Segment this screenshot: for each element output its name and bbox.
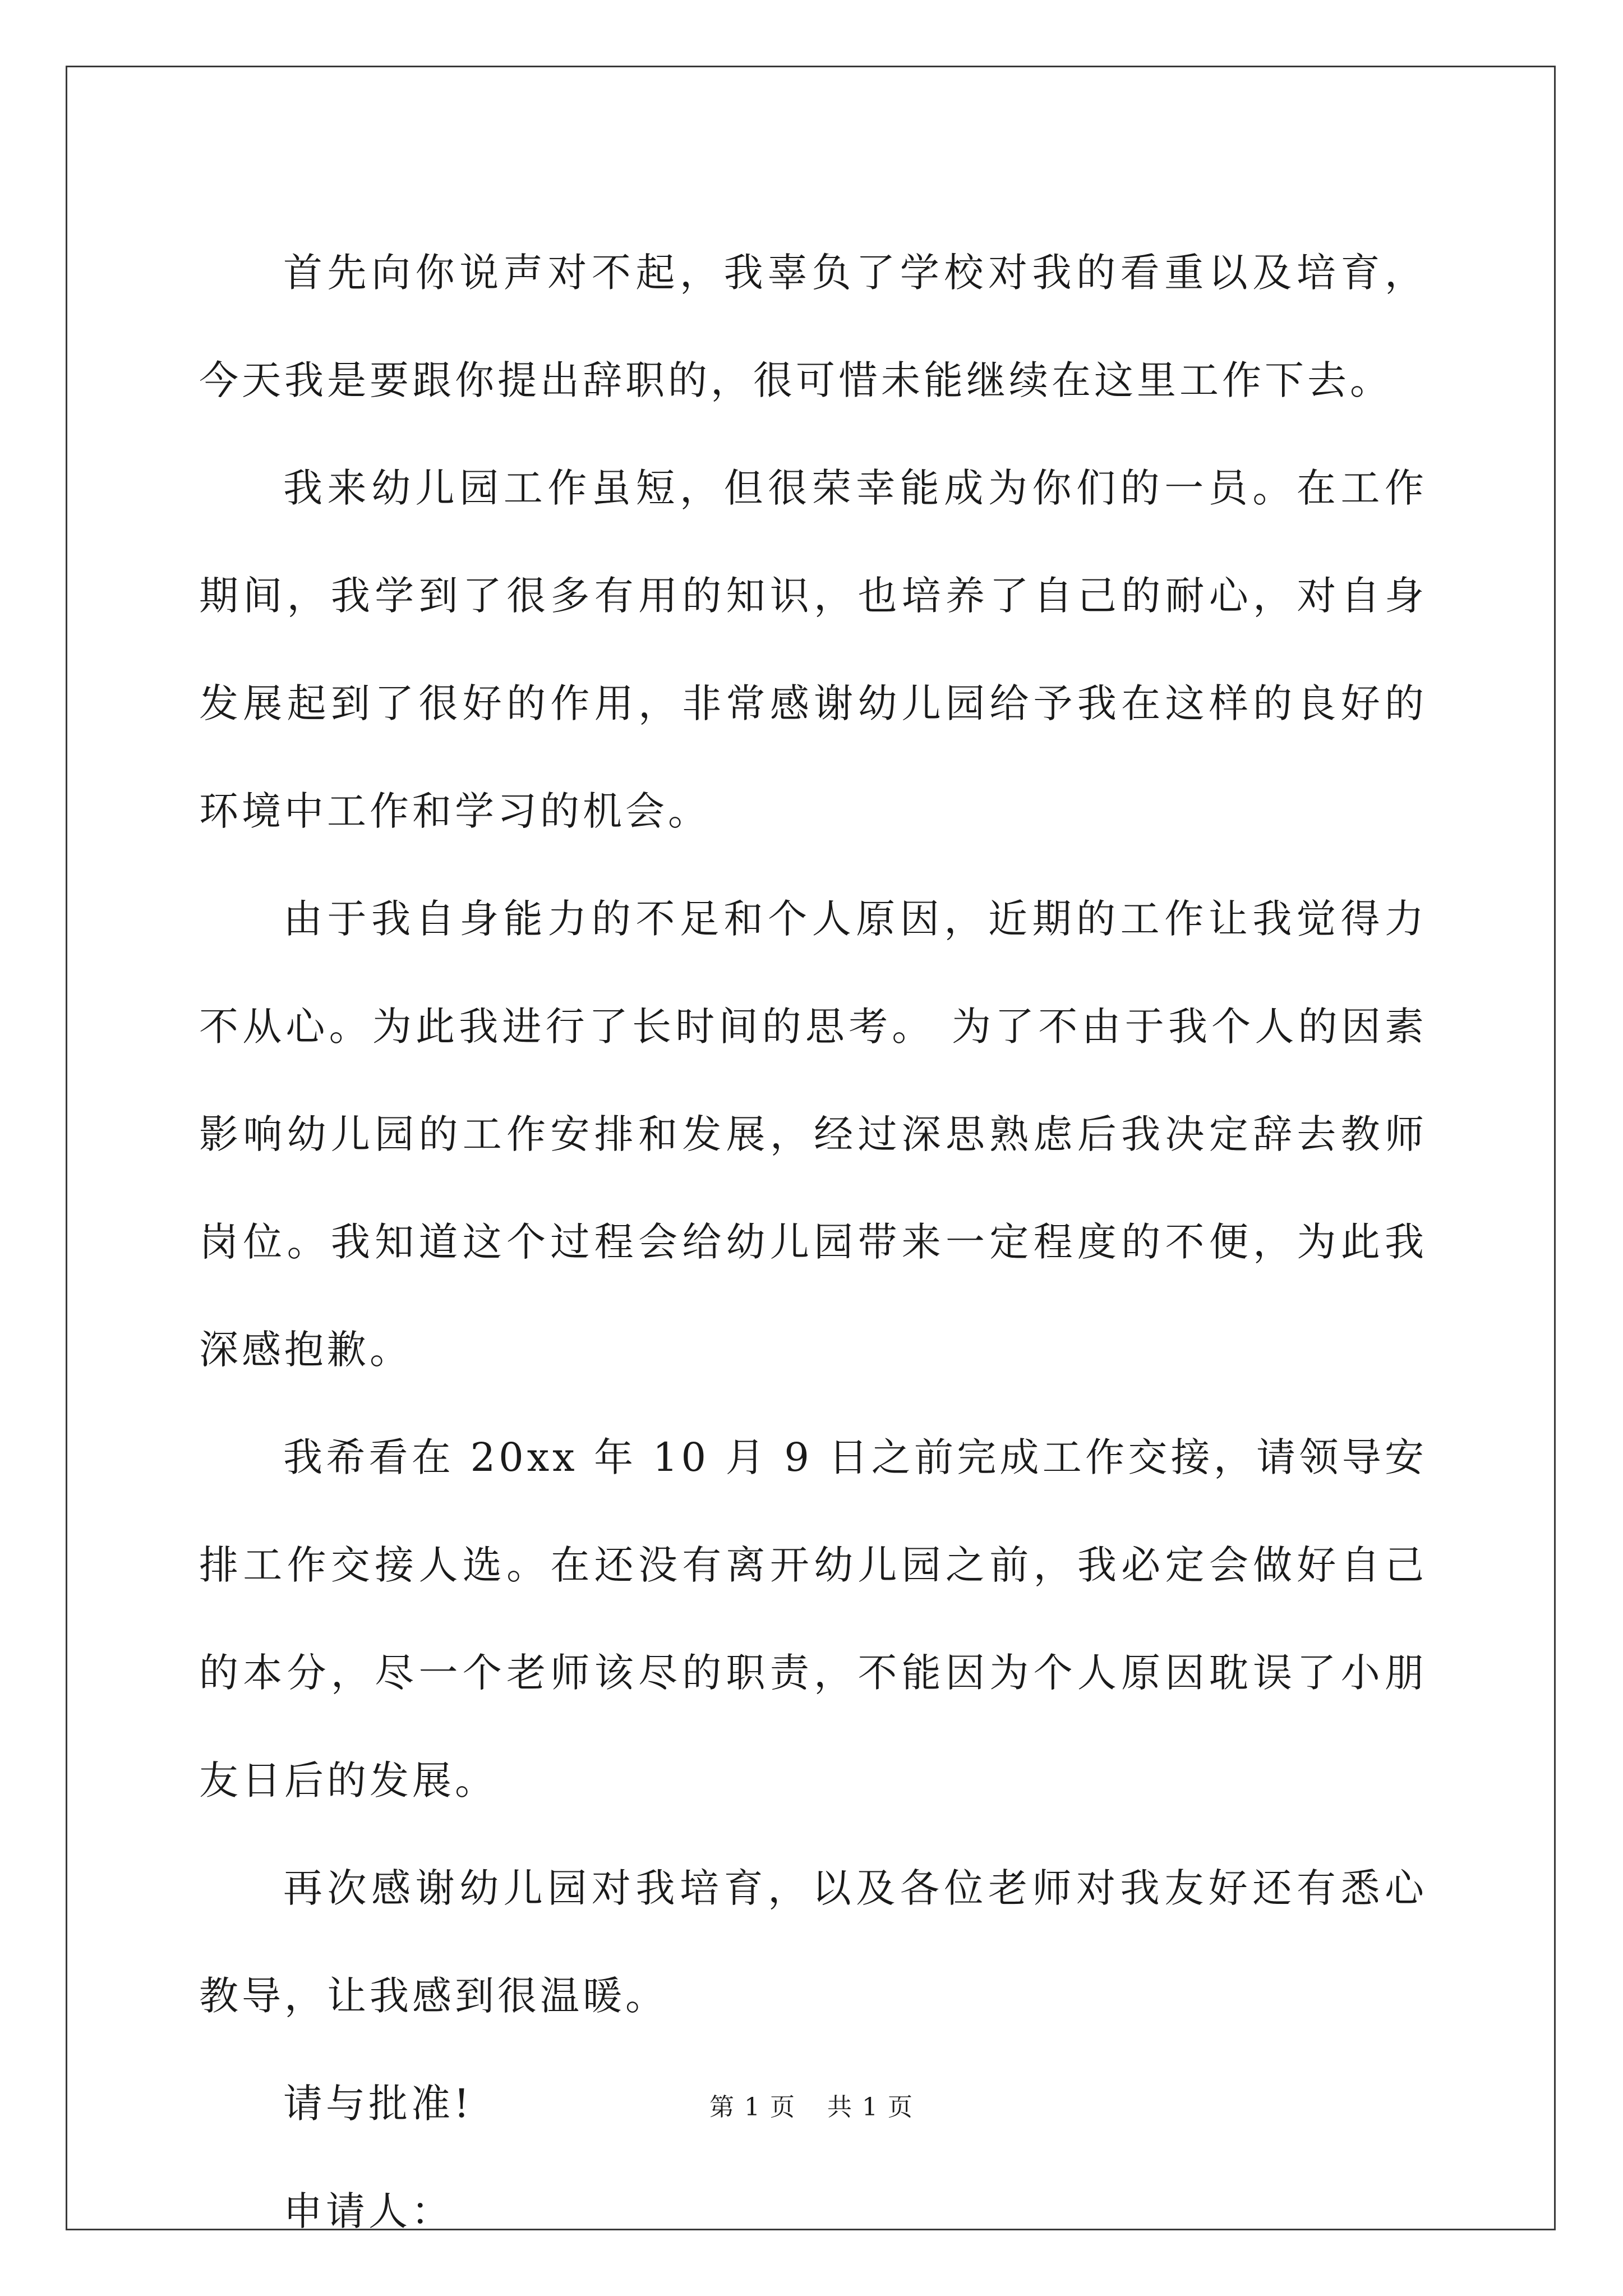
paragraph-request: 请与批准! [283, 2081, 473, 2127]
paragraph-applicant: 申请人： [283, 2188, 454, 2234]
paragraph-gratitude: 我来幼儿园工作虽短，但很荣幸能成为你们的一员。在工作期间，我学到了很多有用的知识，也培养了自己的耐心，对自身发展起到了很好的作用，非常感谢幼儿园给予我在这样的良好的环境中工作和学习的机会。 [199, 465, 1427, 834]
paragraph-reason: 由于我自身能力的不足和个人原因，近期的工作让我觉得力不从心。为此我进行了长时间的思考。 为了不由于我个人的因素影响幼儿园的工作安排和发展，经过深思熟虑后我决定辞去教师岗位。我知道这个过程会给幼儿园带来一定程度的不便，为此我深感抱歉。 [199, 896, 1427, 1373]
page-number: 第 1 页 [709, 2093, 796, 2122]
paragraph-apology: 首先向你说声对不起，我辜负了学校对我的看重以及培育，今天我是要跟你提出辞职的，很可惜未能继续在这里工作下去。 [199, 250, 1427, 403]
letter-body [199, 219, 1427, 2265]
page-total: 共 1 页 [827, 2093, 914, 2122]
page-footer [0, 2087, 1623, 2123]
paragraph-handover: 我希看在 20xx 年 10 月 9 日之前完成工作交接，请领导安排工作交接人选。在还没有离开幼儿园之前，我必定会做好自己的本分，尽一个老师该尽的职责，不能因为个人原因耽误了小朋友日后的发展。 [199, 1434, 1427, 1803]
paragraph-thanks: 再次感谢幼儿园对我培育，以及各位老师对我友好还有悉心教导，让我感到很温暖。 [199, 1865, 1427, 2019]
